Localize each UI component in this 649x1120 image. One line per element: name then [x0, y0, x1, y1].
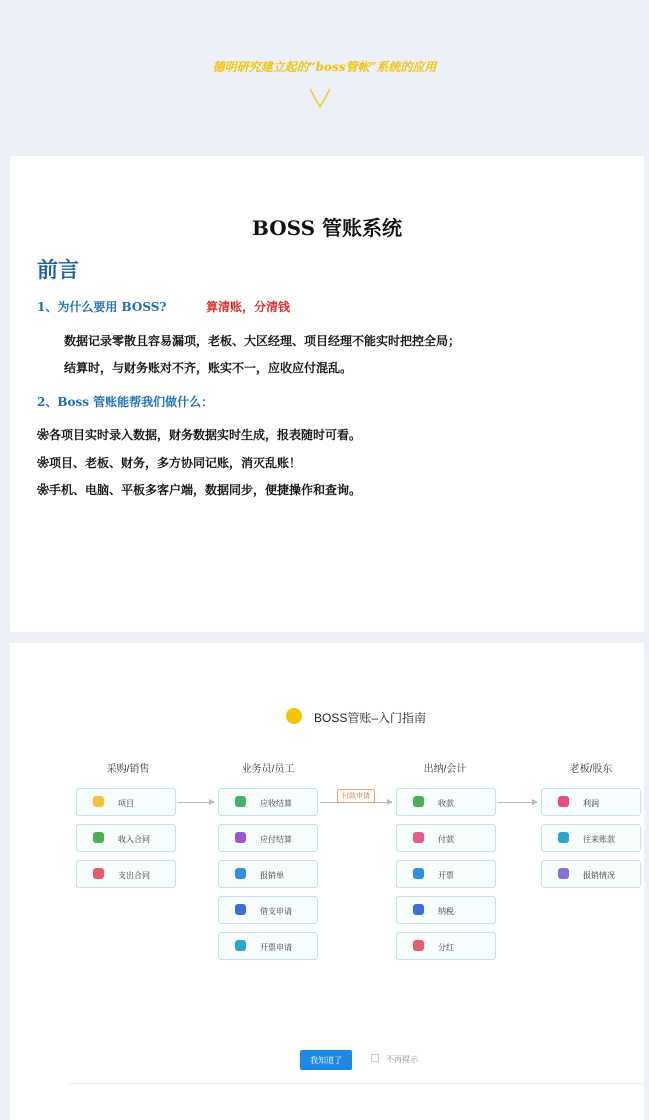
banner-title: 德明研究建立起的“boss管帐”系统的应用 [212, 60, 437, 74]
paragraph-1: 数据记录零散且容易漏项，老板、大区经理、项目经理不能实时把控全局； [64, 334, 461, 348]
flow-item[interactable]: 支出合同 [76, 860, 176, 888]
question-1: 1、为什么要用 BOSS? [37, 300, 167, 314]
flow-item[interactable]: 付款 [396, 824, 496, 852]
guide-title: BOSS管账–入门指南 [314, 711, 427, 725]
top-banner [0, 0, 649, 155]
flow-item[interactable]: 报销单 [218, 860, 318, 888]
flow-item[interactable]: 应付结算 [218, 824, 318, 852]
invoice-icon [413, 868, 424, 879]
pay-icon [413, 832, 424, 843]
flow-item[interactable]: 报销情况 [541, 860, 641, 888]
question-1-answer: 算清账，分清钱 [206, 300, 291, 314]
column-header-staff: 业务员/员工 [241, 764, 295, 775]
payment-request-tag: 付款申请 [337, 789, 375, 803]
flow-item[interactable]: 收入合同 [76, 824, 176, 852]
flow-item[interactable]: 开票 [396, 860, 496, 888]
page-title: BOSS 管账系统 [251, 216, 403, 240]
column-header-cashier: 出纳/会计 [423, 764, 467, 775]
arrow-icon [178, 802, 214, 803]
flow-item[interactable]: 往来账款 [541, 824, 641, 852]
no-remind-label: 不再提示 [386, 1055, 418, 1064]
divider [70, 1083, 644, 1084]
receipt-icon [235, 868, 246, 879]
flow-item[interactable]: 纳税 [396, 896, 496, 924]
tax-icon [413, 904, 424, 915]
flow-item[interactable]: 收款 [396, 788, 496, 816]
got-it-button[interactable]: 我知道了 [300, 1050, 352, 1070]
profit-icon [558, 796, 569, 807]
column-header-purchase: 采购/销售 [106, 764, 150, 775]
cart-icon [93, 868, 104, 879]
report-icon [558, 868, 569, 879]
document-icon [93, 832, 104, 843]
flow-item[interactable]: 借支申请 [218, 896, 318, 924]
collect-icon [413, 796, 424, 807]
transfer-icon [558, 832, 569, 843]
chevron-down-icon [308, 86, 332, 110]
no-remind-checkbox[interactable] [371, 1054, 379, 1062]
foreword-heading: 前言 [37, 257, 79, 282]
flow-item[interactable]: 应收结算 [218, 788, 318, 816]
bullet-item: ❀手机、电脑、平板多客户端，数据同步，便捷操作和查询。 [37, 483, 362, 497]
layers-icon [93, 796, 104, 807]
dividend-icon [413, 940, 424, 951]
compass-icon [286, 708, 302, 724]
column-header-boss: 老板/股东 [569, 764, 613, 775]
bullet-item: ❀项目、老板、财务，多方协同记账，消灭乱账！ [37, 456, 302, 470]
flow-item[interactable]: 利润 [541, 788, 641, 816]
arrow-icon [498, 802, 537, 803]
question-2: 2、Boss 管账能帮我们做什么： [37, 395, 214, 409]
moneybag-icon [235, 904, 246, 915]
flow-item[interactable]: 项目 [76, 788, 176, 816]
paragraph-2: 结算时，与财务账对不齐，账实不一，应收应付混乱。 [64, 361, 353, 375]
flow-item[interactable]: 开票申请 [218, 932, 318, 960]
bullet-item: ❀各项目实时录入数据，财务数据实时生成，报表随时可看。 [37, 428, 362, 442]
invoice-request-icon [235, 940, 246, 951]
receivable-icon [235, 796, 246, 807]
payable-icon [235, 832, 246, 843]
flow-item[interactable]: 分红 [396, 932, 496, 960]
